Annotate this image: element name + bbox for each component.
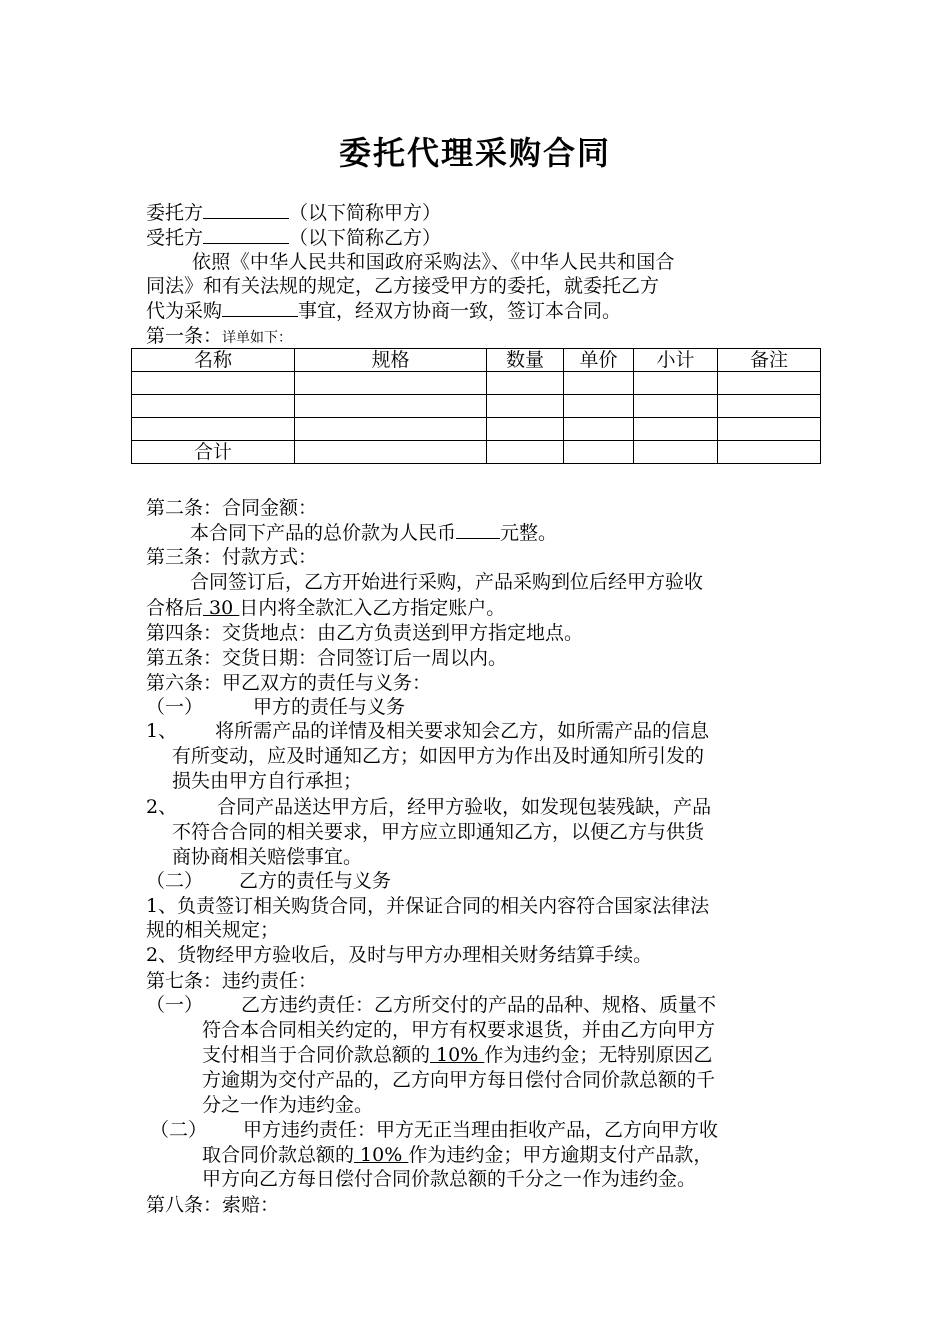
- header-name: 名称: [132, 349, 295, 372]
- article-6-a2-num: 2、: [146, 796, 178, 818]
- article-6-a1-line-3: 损失由甲方自行承担；: [172, 770, 363, 792]
- document-title: 委托代理采购合同: [338, 134, 611, 172]
- article-6-b2: 2、货物经甲方验收后，及时与甲方办理相关财务结算手续。: [146, 944, 653, 966]
- intro-line-3: [146, 298, 621, 323]
- article-6-b1-line-1: 1、负责签订相关购货合同，并保证合同的相关内容符合国家法律法: [146, 895, 710, 917]
- party-a-label: 委托方: [146, 202, 204, 224]
- intro-line-2: 同法》和有关法规的规定，乙方接受甲方的委托，就委托乙方: [146, 275, 660, 297]
- party-a-note: （以下简称甲方）: [289, 202, 442, 224]
- table-row: [132, 395, 821, 418]
- article-6-a2-text-1: 合同产品送达甲方后，经甲方验收，如发现包装残缺，产品: [217, 796, 712, 818]
- article-6-a2-line-2: 不符合合同的相关要求，甲方应立即通知乙方，以便乙方与供货: [172, 821, 705, 843]
- article-7-a-text-3-end: 作为违约金；无特别原因乙: [484, 1044, 713, 1066]
- table-total-row: [132, 441, 821, 464]
- table-row: [132, 418, 821, 441]
- article-4: 第四条：交货地点：由乙方负责送到甲方指定地点。: [146, 622, 584, 644]
- article-5: 第五条：交货日期：合同签订后一周以内。: [146, 647, 508, 669]
- intro-line-1: 依照《中华人民共和国政府采购法》、《中华人民共和国合: [192, 251, 675, 273]
- party-b-label: 受托方: [146, 227, 204, 249]
- article-7-b-line-2: [202, 1143, 712, 1167]
- article-6-b-title: 乙方的责任与义务: [239, 870, 392, 892]
- party-a-line: [146, 200, 441, 225]
- article-3-body-2: [146, 596, 505, 620]
- article-7-b-text-1: 甲方违约责任：甲方无正当理由拒收产品，乙方向甲方收: [243, 1119, 719, 1141]
- article-8: 第八条：索赔：: [146, 1194, 280, 1216]
- penalty-percent-a: 10%: [354, 1144, 409, 1166]
- article-7-a-line-1: [146, 993, 716, 1017]
- purchase-item-blank: [222, 298, 298, 317]
- header-qty: 数量: [487, 349, 564, 372]
- payment-days: 30: [203, 597, 240, 619]
- article-7-b-text-2-start: 取合同价款总额的: [202, 1144, 355, 1166]
- detail-table: [131, 348, 821, 464]
- article-7-a-line-3: [202, 1043, 712, 1067]
- party-b-line: [146, 225, 441, 250]
- article-2-body-end: 元整。: [500, 522, 558, 544]
- header-spec: 规格: [295, 349, 487, 372]
- article-1-label: 第一条：: [146, 325, 223, 347]
- article-3-body-2-end: 日内将全款汇入乙方指定账户。: [239, 597, 506, 619]
- article-7-a-text-1: 乙方违约责任：乙方所交付的产品的品种、规格、质量不: [241, 994, 717, 1016]
- header-remarks: 备注: [718, 349, 821, 372]
- article-6-a2-line-1: [146, 795, 711, 819]
- article-7-a-line-2: 符合本合同相关约定的，甲方有权要求退货，并由乙方向甲方: [202, 1019, 716, 1041]
- penalty-percent-b: 10%: [430, 1044, 485, 1066]
- article-6-a1-line-2: 有所变动，应及时通知乙方；如因甲方为作出及时通知所引发的: [172, 745, 705, 767]
- article-6-a-heading: [146, 695, 405, 719]
- article-7-b-line-3: 甲方向乙方每日偿付合同价款总额的千分之一作为违约金。: [202, 1168, 697, 1190]
- article-6-a-title: 甲方的责任与义务: [253, 696, 406, 718]
- article-2-body-start: 本合同下产品的总价款为人民币: [190, 522, 457, 544]
- article-6-b-num: （二）: [146, 870, 204, 892]
- article-6-a1-num: 1、: [146, 720, 178, 742]
- party-a-blank: [203, 200, 289, 219]
- party-b-blank: [203, 225, 289, 244]
- article-7-b-num: （二）: [150, 1119, 208, 1141]
- party-b-note: （以下简称乙方）: [289, 227, 442, 249]
- article-6-b1-line-2: 规的相关规定；: [146, 919, 280, 941]
- table-row: [132, 372, 821, 395]
- article-1: [146, 324, 292, 350]
- article-6: 第六条：甲乙双方的责任与义务：: [146, 672, 432, 694]
- total-label: 合计: [132, 441, 295, 464]
- article-7-a-line-5: 分之一作为违约金。: [202, 1094, 374, 1116]
- article-3: 第三条：付款方式：: [146, 546, 318, 568]
- article-7-b-text-2-end: 作为违约金；甲方逾期支付产品款，: [408, 1144, 713, 1166]
- article-2: 第二条：合同金额：: [146, 497, 318, 519]
- header-subtotal: 小计: [634, 349, 718, 372]
- article-6-a-num: （一）: [146, 696, 204, 718]
- article-6-b-heading: [146, 869, 391, 893]
- article-2-body: [190, 520, 557, 545]
- article-7: 第七条：违约责任：: [146, 970, 318, 992]
- article-7-a-num: （一）: [146, 994, 204, 1016]
- article-3-body-2-start: 合格后: [146, 597, 204, 619]
- article-3-body-1: 合同签订后，乙方开始进行采购，产品采购到位后经甲方验收: [190, 571, 704, 593]
- intro-3-start: 代为采购: [146, 300, 223, 322]
- article-7-a-line-4: 方逾期为交付产品的，乙方向甲方每日偿付合同价款总额的千: [202, 1069, 716, 1091]
- article-6-a1-text-1: 将所需产品的详情及相关要求知会乙方，如所需产品的信息: [215, 720, 710, 742]
- article-6-a1-line-1: [146, 719, 709, 743]
- header-price: 单价: [564, 349, 634, 372]
- amount-blank: [456, 520, 500, 539]
- intro-3-end: 事宜，经双方协商一致，签订本合同。: [298, 300, 622, 322]
- article-6-a2-line-3: 商协商相关赔偿事宜。: [172, 846, 363, 868]
- article-7-a-text-3-start: 支付相当于合同价款总额的: [202, 1044, 431, 1066]
- article-1-note: 详单如下：: [222, 330, 293, 346]
- table-header-row: [132, 349, 821, 372]
- article-7-b-line-1: [150, 1118, 718, 1142]
